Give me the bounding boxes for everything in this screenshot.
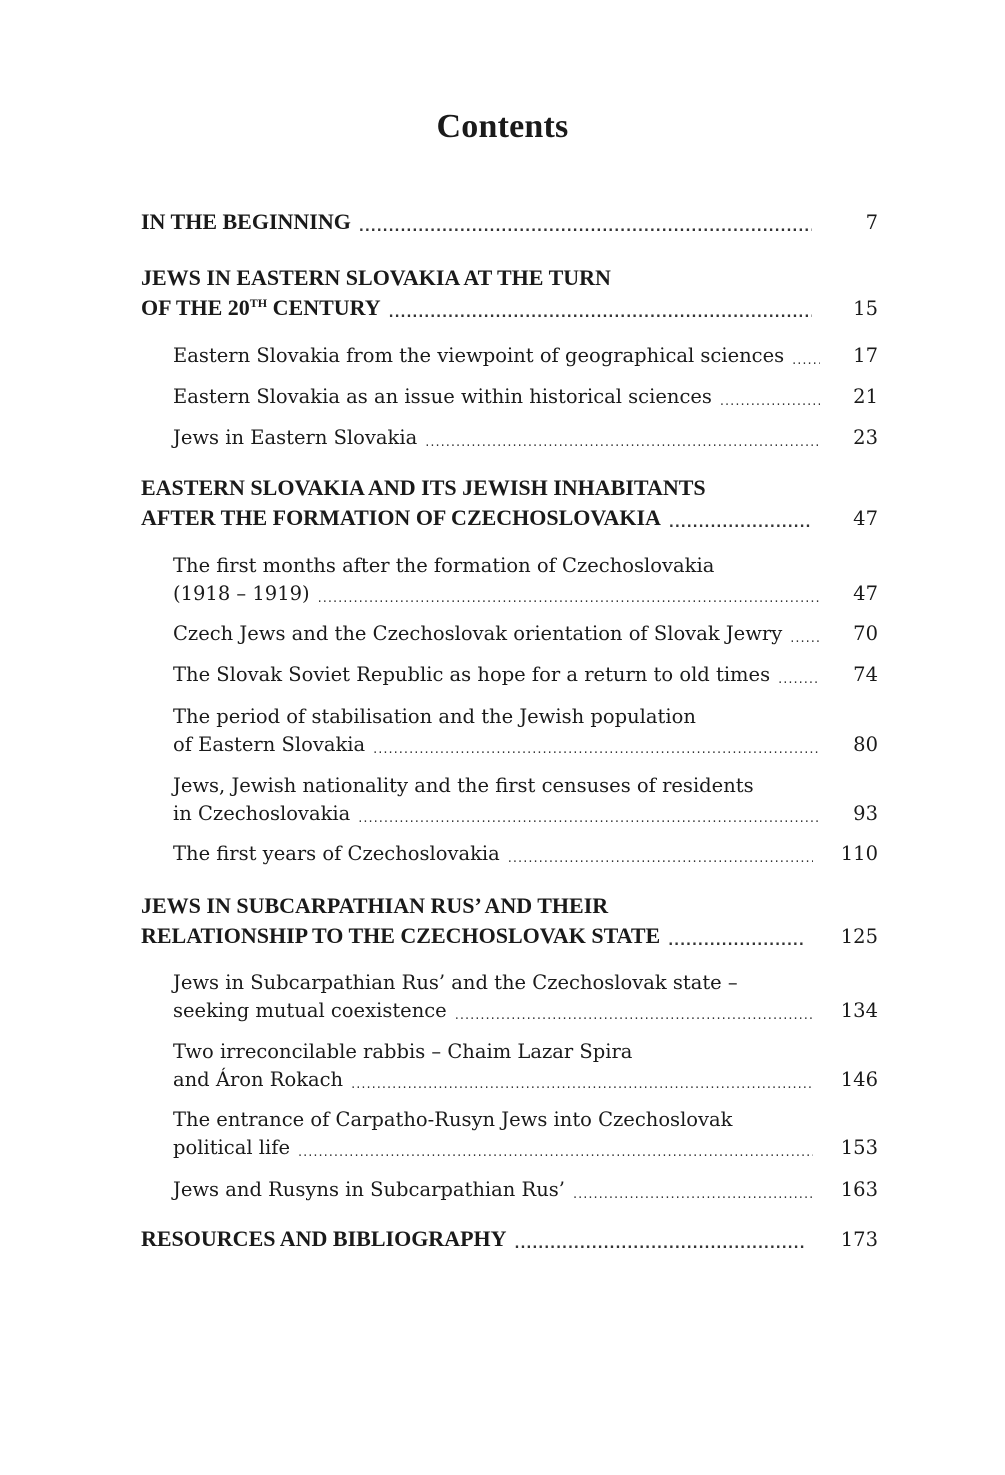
page-number: 70 <box>853 622 878 645</box>
toc-section[interactable] <box>173 703 878 759</box>
dot-leader <box>351 1069 813 1089</box>
chapter-title-line2: RELATIONSHIP TO THE CZECHOSLOVAK STATE <box>141 923 661 948</box>
dot-leader <box>359 211 812 233</box>
page-number: 17 <box>853 344 878 367</box>
toc-section[interactable] <box>173 424 878 452</box>
page-number: 125 <box>840 925 878 948</box>
chapter-title-line2: OF THE 20TH CENTURY <box>141 295 381 320</box>
dot-leader <box>318 583 820 603</box>
section-title-line2: in Czechoslovakia <box>173 802 351 825</box>
chapter-title-line1: EASTERN SLOVAKIA AND ITS JEWISH INHABITANTS <box>141 475 706 500</box>
toc-section[interactable] <box>173 552 878 608</box>
section-title-line1: Jews, Jewish nationality and the first censuses of residents <box>173 774 754 797</box>
chapter-title: IN THE BEGINNING <box>141 209 351 234</box>
section-title-line2: seeking mutual coexistence <box>173 999 447 1022</box>
page-number: 15 <box>853 297 878 320</box>
dot-leader <box>720 386 820 406</box>
toc-section[interactable] <box>173 840 878 868</box>
section-title: Czech Jews and the Czechoslovak orientation of Slovak Jewry <box>173 622 783 645</box>
dot-leader <box>455 1000 813 1020</box>
dot-leader <box>669 507 812 529</box>
toc-section[interactable] <box>173 1038 878 1094</box>
section-title-line2: (1918 – 1919) <box>173 582 310 605</box>
toc-chapter-resources-bibliography[interactable] <box>141 1224 878 1255</box>
page-number: 80 <box>853 733 878 756</box>
toc-chapter-eastern-slovakia-inhabitants[interactable] <box>141 473 878 534</box>
page-number: 21 <box>853 385 878 408</box>
dot-leader <box>373 734 820 754</box>
section-title-line1: The first months after the formation of Czechoslovakia <box>173 554 715 577</box>
toc-section[interactable] <box>173 1106 878 1162</box>
dot-leader <box>515 1228 805 1250</box>
dot-leader <box>389 297 812 319</box>
dot-leader <box>298 1137 813 1157</box>
chapter-title-line2: AFTER THE FORMATION OF CZECHOSLOVAKIA <box>141 505 661 530</box>
toc-section[interactable] <box>173 661 878 689</box>
page-number: 173 <box>840 1228 878 1251</box>
dot-leader <box>573 1179 813 1199</box>
toc-section[interactable] <box>173 383 878 411</box>
section-title: Eastern Slovakia from the viewpoint of geographical sciences <box>173 344 785 367</box>
toc-chapter-in-the-beginning[interactable] <box>141 207 878 238</box>
dot-leader <box>792 345 820 365</box>
section-title: Jews and Rusyns in Subcarpathian Rus’ <box>173 1178 565 1201</box>
page-number: 47 <box>853 582 878 605</box>
section-title-line1: The period of stabilisation and the Jewish population <box>173 705 696 728</box>
section-title-line1: Two irreconcilable rabbis – Chaim Lazar Spira <box>173 1040 633 1063</box>
dot-leader <box>425 427 820 447</box>
page-number: 153 <box>840 1136 878 1159</box>
page-number: 93 <box>853 802 878 825</box>
section-title: Jews in Eastern Slovakia <box>173 426 418 449</box>
section-title: The Slovak Soviet Republic as hope for a return to old times <box>173 663 771 686</box>
page-number: 110 <box>840 842 878 865</box>
toc-section[interactable] <box>173 969 878 1025</box>
section-title-line2: political life <box>173 1136 290 1159</box>
toc-section[interactable] <box>173 342 878 370</box>
page-number: 23 <box>853 426 878 449</box>
dot-leader <box>778 664 820 684</box>
dot-leader <box>668 925 805 947</box>
section-title: The first years of Czechoslovakia <box>173 842 500 865</box>
section-title-line1: The entrance of Carpatho-Rusyn Jews into Czechoslovak <box>173 1108 733 1131</box>
toc-chapter-jews-eastern-slovakia[interactable] <box>141 263 878 324</box>
page-number: 163 <box>840 1178 878 1201</box>
page-number: 134 <box>840 999 878 1022</box>
dot-leader <box>508 843 813 863</box>
section-title-line2: of Eastern Slovakia <box>173 733 366 756</box>
toc-section[interactable] <box>173 772 878 828</box>
section-title-line1: Jews in Subcarpathian Rus’ and the Czechoslovak state – <box>173 971 738 994</box>
toc-section[interactable] <box>173 1176 878 1204</box>
page-number: 74 <box>853 663 878 686</box>
page-number: 47 <box>853 507 878 530</box>
page-number: 146 <box>840 1068 878 1091</box>
chapter-title-line1: JEWS IN SUBCARPATHIAN RUS’ AND THEIR <box>141 893 609 918</box>
dot-leader <box>358 803 820 823</box>
section-title: Eastern Slovakia as an issue within historical sciences <box>173 385 712 408</box>
chapter-title-line1: JEWS IN EASTERN SLOVAKIA AT THE TURN <box>141 265 611 290</box>
section-title-line2: and Áron Rokach <box>173 1068 344 1091</box>
page-title: Contents <box>436 108 569 145</box>
chapter-title: RESOURCES AND BIBLIOGRAPHY <box>141 1226 507 1251</box>
toc-chapter-subcarpathian-rus[interactable] <box>141 891 878 952</box>
toc-section[interactable] <box>173 620 878 648</box>
dot-leader <box>790 623 820 643</box>
page-number: 7 <box>865 211 878 234</box>
